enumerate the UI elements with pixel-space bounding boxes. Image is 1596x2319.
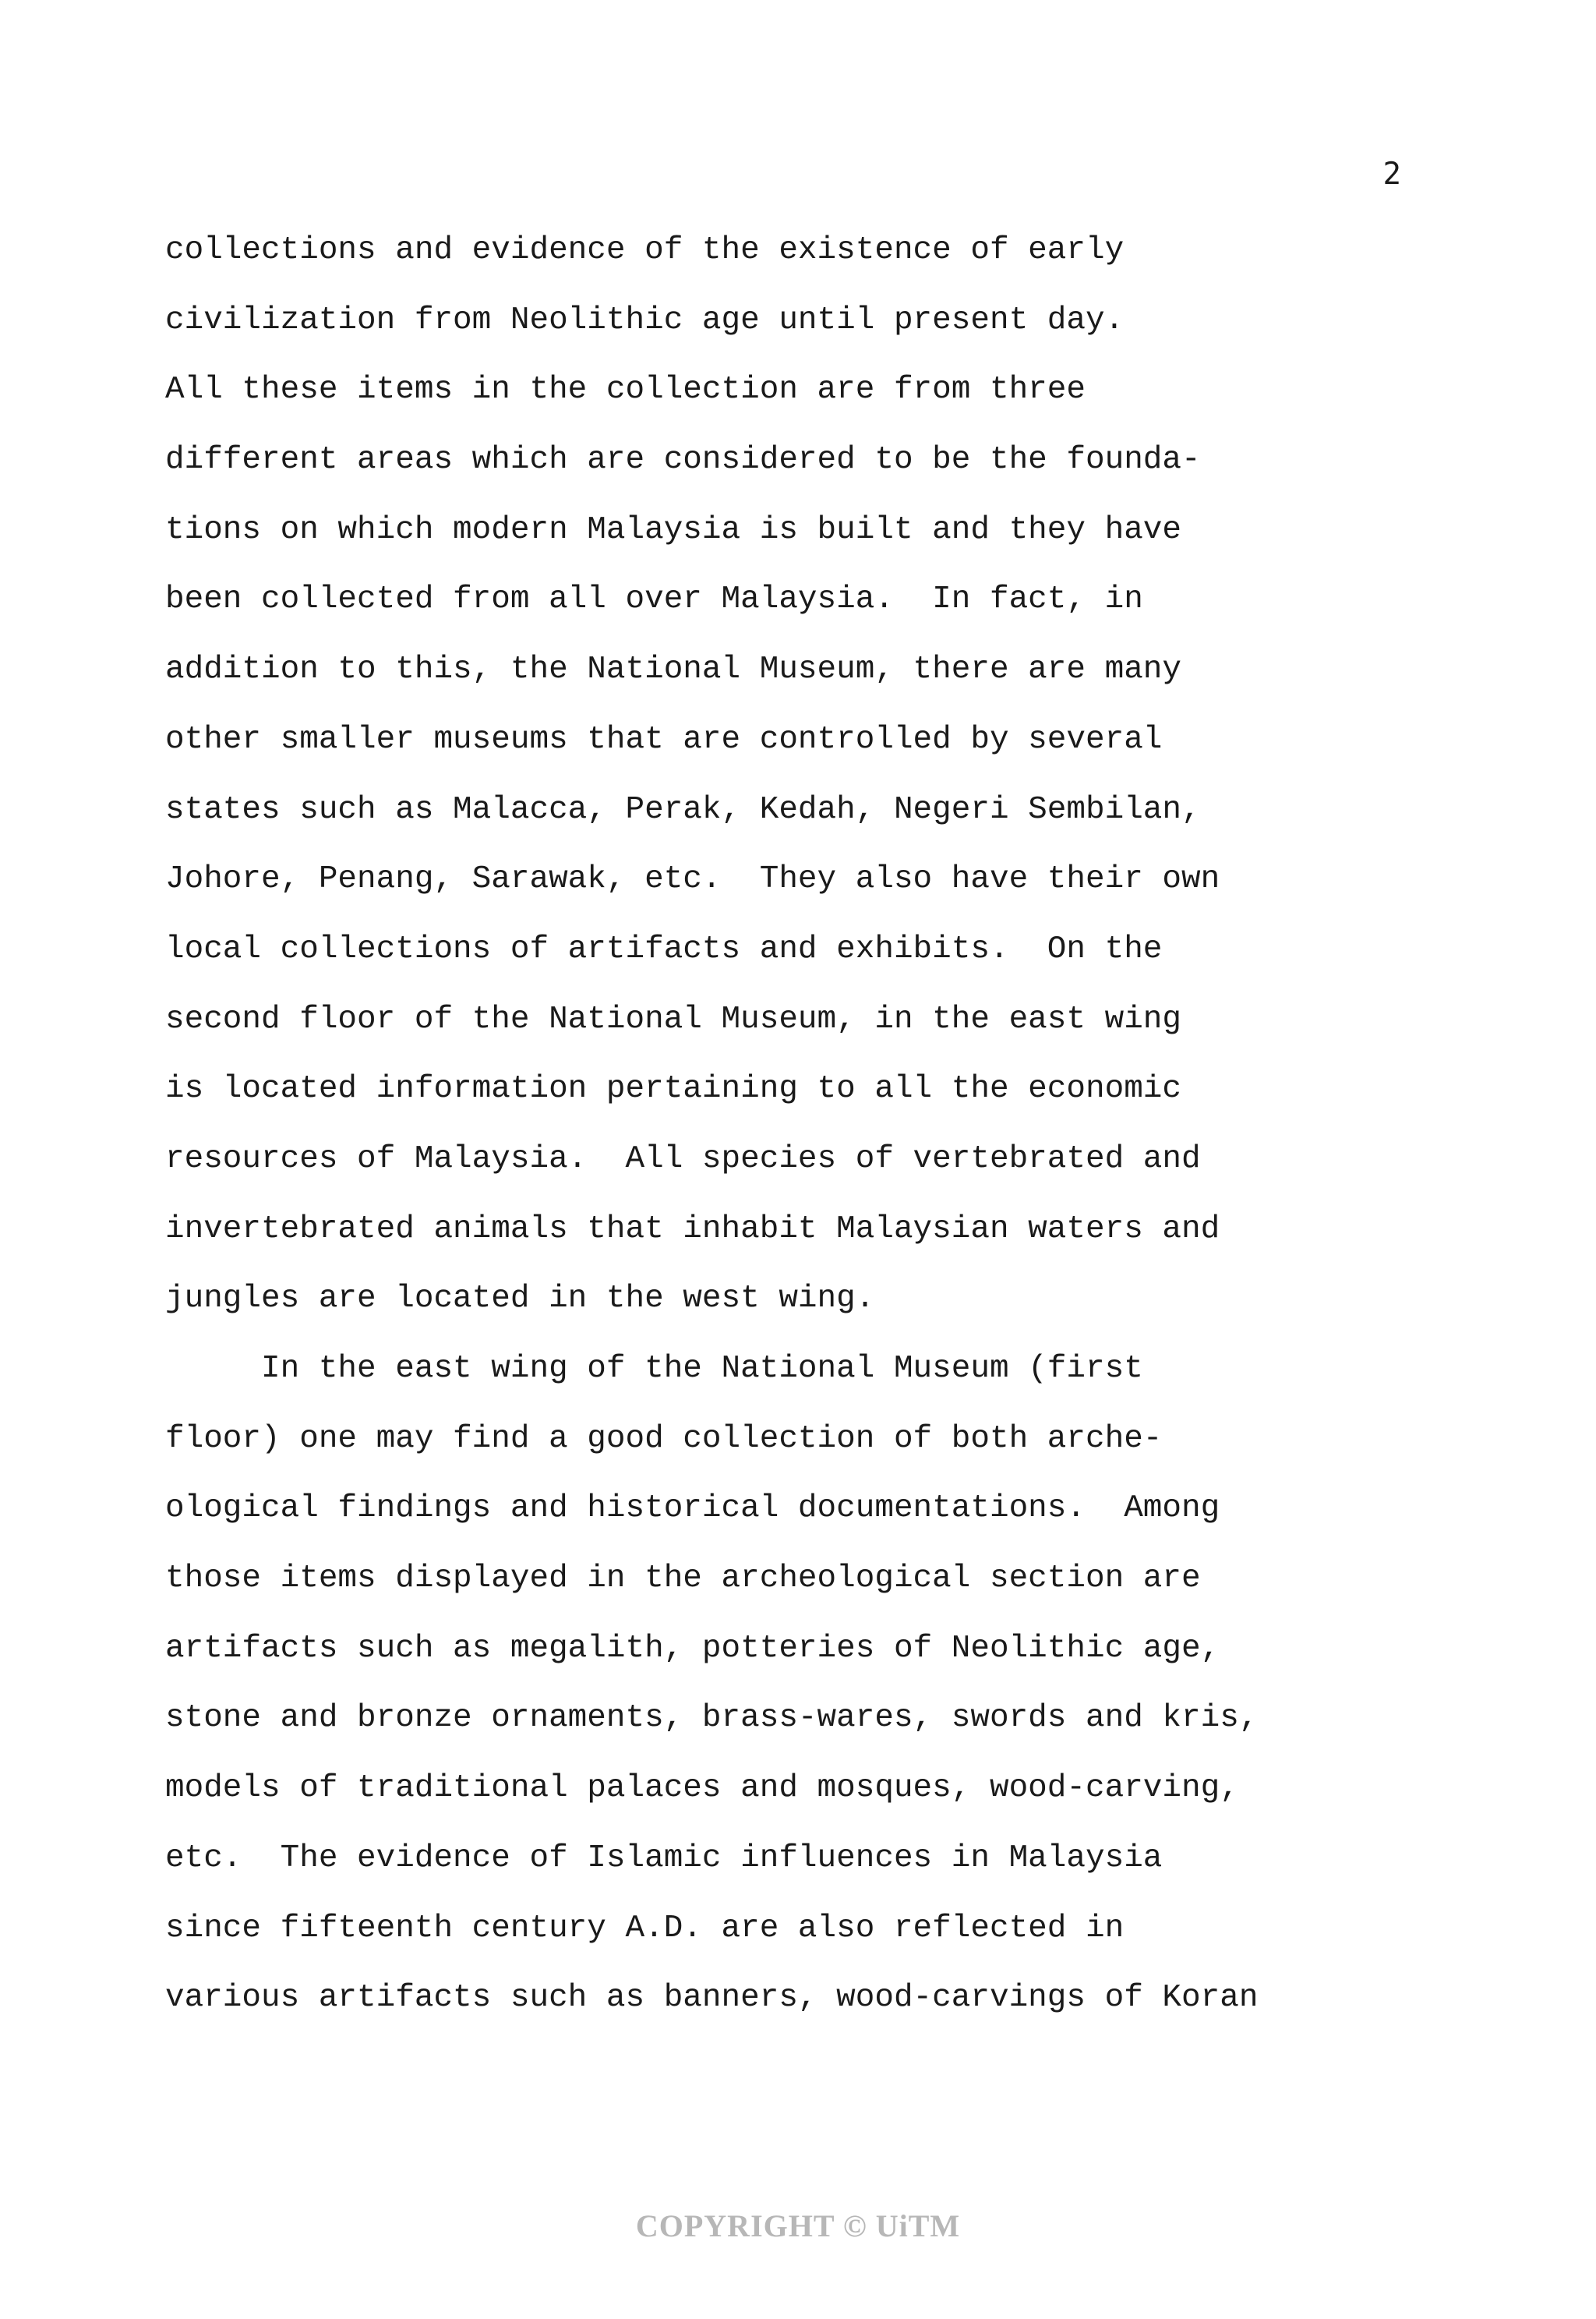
text-line: since fifteenth century A.D. are also reflected in [165, 1910, 1125, 1946]
text-line: civilization from Neolithic age until present day. [165, 302, 1125, 338]
text-line: invertebrated animals that inhabit Malaysian waters and [165, 1211, 1220, 1247]
text-line: tions on which modern Malaysia is built and they have [165, 511, 1182, 548]
text-line: collections and evidence of the existence of early [165, 232, 1125, 268]
text-line: models of traditional palaces and mosques, wood-carving, [165, 1770, 1239, 1807]
text-line: etc. The evidence of Islamic influences in Malaysia [165, 1840, 1163, 1876]
page-number: 2 [1382, 157, 1401, 192]
copyright-watermark: COPYRIGHT © UiTM [635, 2208, 961, 2243]
text-line: various artifacts such as banners, wood-carvings of Koran [165, 1980, 1259, 2017]
text-line: floor) one may find a good collection of both arche- [165, 1420, 1163, 1457]
text-line: jungles are located in the west wing. [165, 1281, 875, 1317]
text-line: other smaller museums that are controlled by several [165, 721, 1163, 758]
text-line: Johore, Penang, Sarawak, etc. They also have their own [165, 861, 1220, 898]
text-line: artifacts such as megalith, potteries of Neolithic age, [165, 1630, 1220, 1667]
text-line: second floor of the National Museum, in the east wing [165, 1001, 1182, 1038]
text-line: states such as Malacca, Perak, Kedah, Negeri Sembilan, [165, 791, 1201, 828]
text-line: those items displayed in the archeological section are [165, 1561, 1201, 1597]
text-line: All these items in the collection are from three [165, 372, 1086, 408]
text-line: In the east wing of the National Museum (first [165, 1351, 1143, 1387]
text-line: addition to this, the National Museum, there are many [165, 652, 1182, 688]
text-line: is located information pertaining to all the economic [165, 1071, 1182, 1108]
text-line: resources of Malaysia. All species of vertebrated and [165, 1140, 1201, 1177]
body-text [165, 231, 1428, 2049]
text-line: different areas which are considered to be the founda- [165, 442, 1201, 479]
text-line: local collections of artifacts and exhibits. On the [165, 931, 1163, 967]
text-line: ological findings and historical documentations. Among [165, 1490, 1220, 1527]
text-line: been collected from all over Malaysia. In fact, in [165, 582, 1143, 618]
text-line: stone and bronze ornaments, brass-wares, swords and kris, [165, 1700, 1259, 1737]
